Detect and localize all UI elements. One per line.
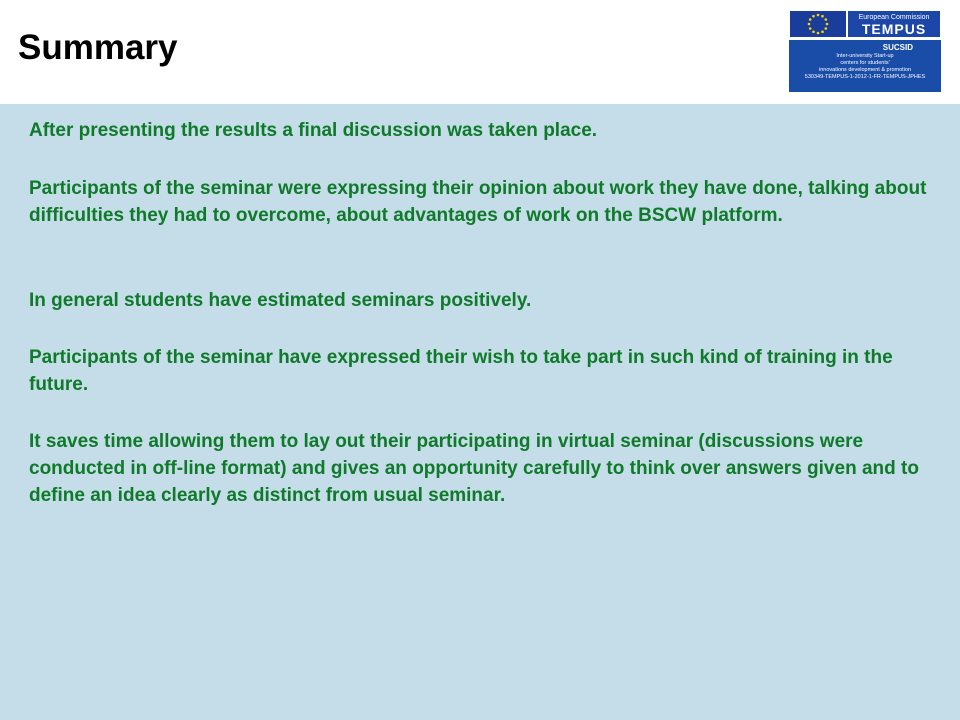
summary-paragraph: Participants of the seminar have expressed their wish to take part in such kind of training in the future. bbox=[29, 347, 893, 395]
slide-title: Summary bbox=[18, 28, 178, 67]
sucsid-line: 530349-TEMPUS-1-2012-1-FR-TEMPUS-JPHES bbox=[804, 74, 926, 80]
sucsid-badge bbox=[789, 40, 941, 92]
tempus-badge bbox=[848, 11, 940, 37]
european-commission-label: European Commission bbox=[858, 14, 930, 21]
sucsid-name: SUCSID bbox=[882, 43, 913, 52]
sucsid-line: centers for students' bbox=[840, 60, 890, 66]
sucsid-line: innovations development & promotion bbox=[818, 67, 912, 73]
summary-paragraph: After presenting the results a final discussion was taken place. bbox=[29, 120, 598, 141]
summary-paragraph: It saves time allowing them to lay out their participating in virtual seminar (discussions were conducted in off-line format) and gives an opportunity carefully to think over answers given and to define an idea clearly as distinct from usual seminar. bbox=[29, 431, 919, 506]
sucsid-line: Inter-university Start-up bbox=[836, 53, 894, 59]
slide-body bbox=[0, 104, 960, 720]
eu-flag-icon bbox=[790, 11, 846, 37]
tempus-sucsid-logo bbox=[789, 10, 941, 92]
summary-paragraph: In general students have estimated seminars positively. bbox=[29, 290, 532, 311]
tempus-label: TEMPUS bbox=[861, 21, 927, 37]
slide-header bbox=[0, 0, 960, 104]
summary-paragraph: Participants of the seminar were expressing their opinion about work they have done, talking about difficulties they had to overcome, about advantages of work on the BSCW platform. bbox=[29, 178, 927, 226]
logo-top-band bbox=[789, 10, 941, 38]
eu-flag-stars bbox=[790, 11, 846, 37]
